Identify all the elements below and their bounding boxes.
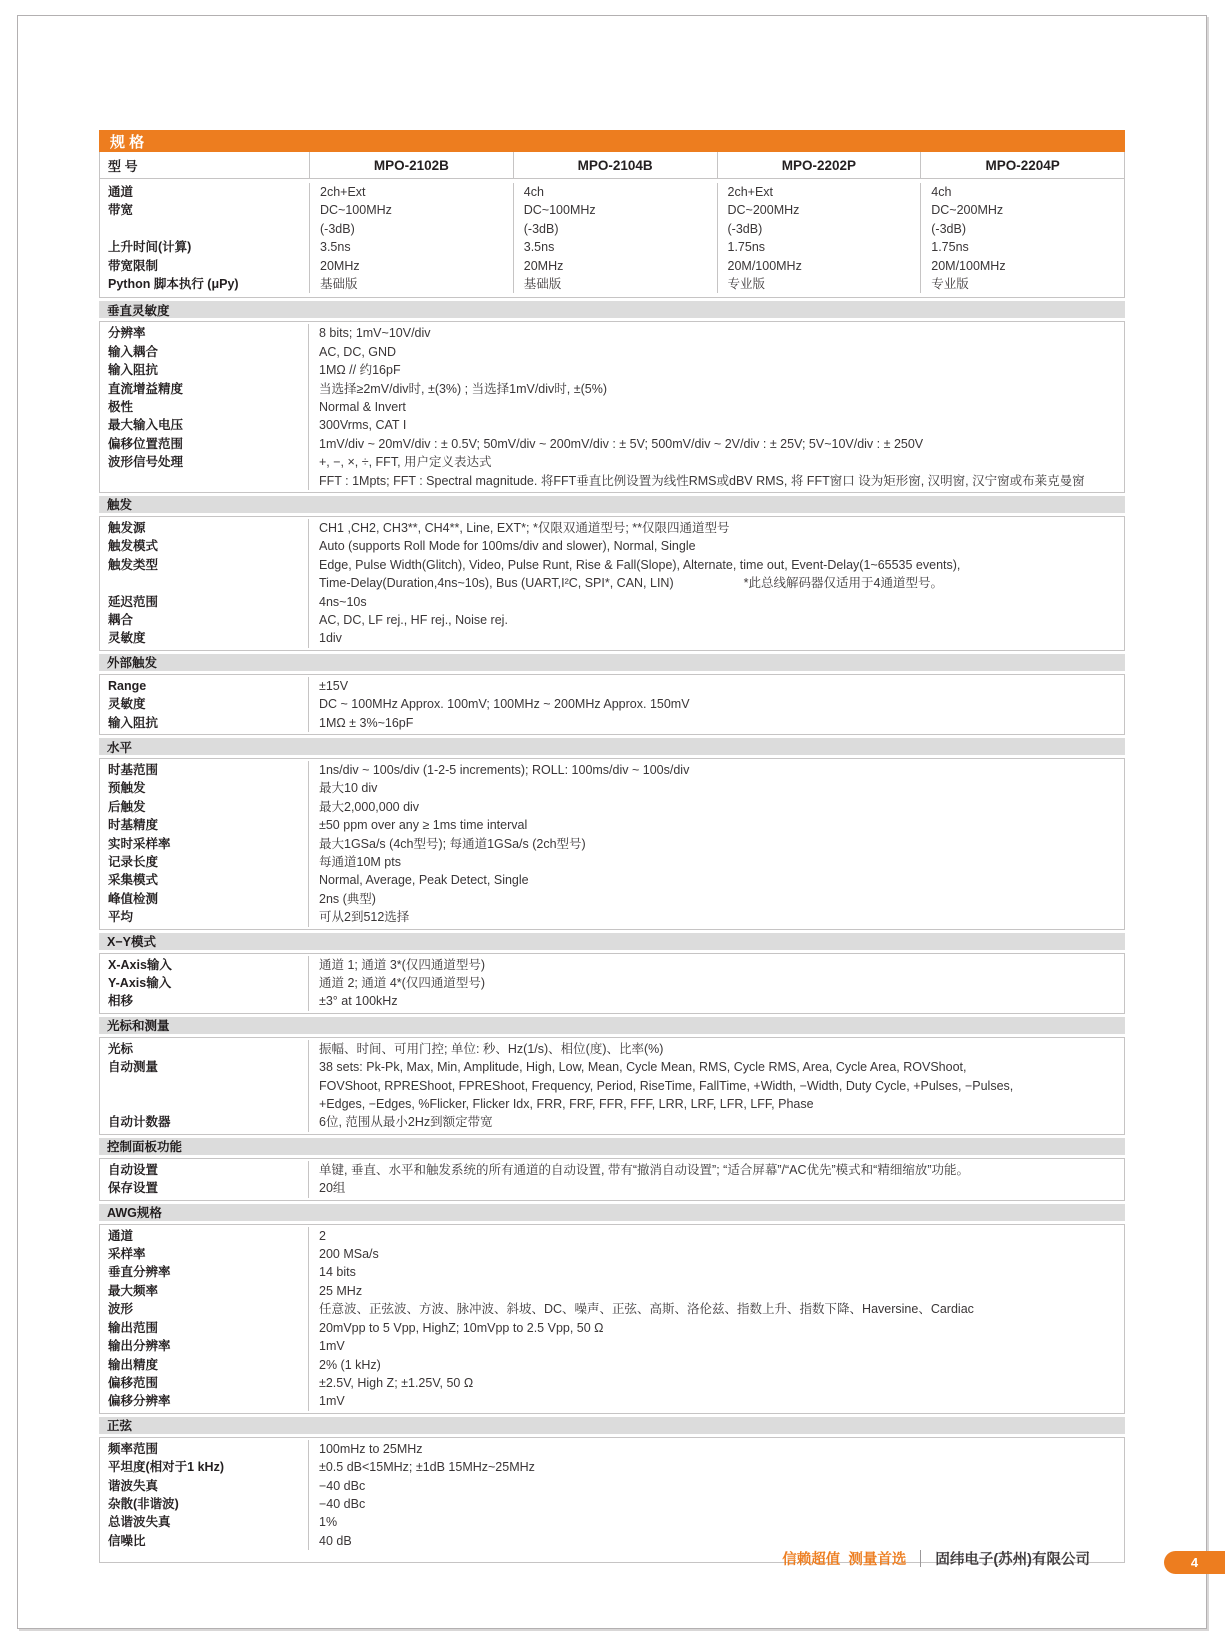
spec-row-label: 触发模式 [100,537,309,555]
section-bar [99,1204,1125,1221]
spec-row-label: 偏移分辨率 [100,1392,309,1410]
model-label: 型 号 [108,158,138,174]
model-spec-label: 通道 [108,185,134,199]
spec-row-values [309,1245,1124,1263]
model-spec-value: 20M/100MHz [727,258,802,273]
spec-row [100,1495,1124,1513]
spec-row-label: 分辨率 [100,324,309,342]
spec-row-label: 光标 [100,1040,309,1058]
spec-row-values [309,677,1124,695]
section-block [99,953,1125,1014]
spec-value-line: 每通道10M pts [319,855,401,870]
section-title: 控制面板功能 [107,1140,183,1155]
spec-value-line: Auto (supports Roll Mode for 100ms/div and slower), Normal, Single [319,539,696,554]
spec-value-line: CH1 ,CH2, CH3**, CH4**, Line, EXT*; *仅限双通道型号; **仅限四通道型号 [319,520,730,535]
spec-value-line: 2% (1 kHz) [319,1357,381,1372]
spec-row-label: 采样率 [100,1245,309,1263]
spec-row-label: 记录长度 [100,853,309,871]
spec-row-values [309,537,1124,555]
spec-row-values [309,380,1124,398]
page-number-badge: 4 [1164,1551,1225,1574]
spec-row [100,1440,1124,1458]
section-title: 外部触发 [107,656,158,671]
spec-row-values [309,1374,1124,1392]
spec-value-line: 300Vrms, CAT I [319,418,407,433]
spec-value-line [309,574,1124,592]
spec-row [100,992,1124,1010]
model-spec-value: 3.5ns [320,240,351,255]
spec-sections [99,301,1125,1563]
spec-value-line: 当选择≥2mV/div时, ±(3%) ; 当选择1mV/div时, ±(5%) [319,381,607,396]
spec-value-line: AC, DC, GND [319,344,397,359]
spec-value-line: 38 sets: Pk-Pk, Max, Min, Amplitude, High, Low, Mean, Cycle Mean, RMS, Cycle RMS, Area, Cycle Area, ROVShoot, [319,1060,967,1075]
spec-row-label: 频率范围 [100,1440,309,1458]
spec-row-label: 输入阻抗 [100,361,309,379]
spec-row-values [309,956,1124,974]
model-name: MPO-2104B [513,152,717,178]
spec-value-line: Edge, Pulse Width(Glitch), Video, Pulse Runt, Rise & Fall(Slope), Alternate, time out, Event-Delay(1~65535 events), [319,557,961,572]
spec-row [100,695,1124,713]
spec-row-values [309,1440,1124,1458]
spec-value-line: 1MΩ ± 3%~16pF [319,715,414,730]
section-bar [99,738,1125,755]
model-spec-label: 带宽 [108,203,134,218]
model-spec-value: 20MHz [523,258,564,273]
section-block [99,1437,1125,1563]
spec-row [100,324,1124,342]
spec-row-values [309,1179,1124,1197]
spec-row-label: Range [100,677,309,695]
spec-row-values [309,974,1124,992]
spec-value-line: 2ns (典型) [319,891,376,906]
spec-row-label: 后触发 [100,798,309,816]
spec-row-label: 通道 [100,1227,309,1245]
section-bar [99,654,1125,671]
section-title: 光标和测量 [107,1019,170,1034]
spec-value-text: Time-Delay(Duration,4ns~10s), Bus (UART,I²C, SPI*, CAN, LIN) [319,576,674,591]
spec-row-values [309,798,1124,816]
spec-row [100,1300,1124,1318]
section-bar [99,301,1125,318]
spec-row-label: 谐波失真 [100,1477,309,1495]
spec-row-values [309,1513,1124,1531]
spec-row-values [309,779,1124,797]
spec-row-label: 延迟范围 [100,593,309,611]
spec-row [100,1513,1124,1531]
spec-row-values [309,361,1124,379]
model-spec-value: 2ch+Ext [727,185,774,199]
spec-value-line: 任意波、正弦波、方波、脉冲波、斜坡、DC、噪声、正弦、高斯、洛伦兹、指数上升、指数下降、Haversine、Cardiac [319,1302,974,1317]
spec-row-label: 最大频率 [100,1282,309,1300]
spec-row-label: 实时采样率 [100,835,309,853]
spec-value-line: DC ~ 100MHz Approx. 100mV; 100MHz ~ 200MHz Approx. 150mV [319,697,690,712]
spec-row-values [309,835,1124,853]
spec-row-values [309,1263,1124,1281]
section-block [99,1224,1125,1414]
spec-row-values [309,1058,1124,1113]
spec-row-label: Y-Axis输入 [100,974,309,992]
spec-row [100,956,1124,974]
spec-value-line: ±3° at 100kHz [319,994,398,1009]
spec-row [100,1058,1124,1113]
model-spec-value: 1.75ns [931,240,969,255]
section-bar [99,496,1125,513]
spec-row-values [309,1227,1124,1245]
section-block [99,516,1125,651]
spec-row [100,1245,1124,1263]
spec-row [100,361,1124,379]
spec-row [100,871,1124,889]
spec-row-values [309,1161,1124,1179]
model-spec-value: 20MHz [320,258,360,273]
spec-row-label: 波形 [100,1300,309,1318]
spec-row [100,853,1124,871]
spec-row-label: 时基范围 [100,761,309,779]
spec-row [100,1392,1124,1410]
spec-row [100,1227,1124,1245]
spec-row [100,816,1124,834]
spec-row [100,1319,1124,1337]
model-spec-value: DC~100MHz [320,203,392,218]
spec-row-label: 偏移位置范围 [100,435,309,453]
spec-row-label: 时基精度 [100,816,309,834]
spec-row [100,1161,1124,1179]
spec-value-line: 最大2,000,000 div [319,799,420,814]
section-bar [99,1017,1125,1034]
section-block [99,758,1125,930]
model-spec-label [108,220,309,238]
spec-value-line: 2 [319,1228,326,1243]
spec-row-label: 耦合 [100,611,309,629]
section-bar [99,933,1125,950]
spec-row-values [309,593,1124,611]
model-spec-label: Python 脚本执行 (μPy) [108,276,239,291]
spec-footnote: *此总线解码器仅适用于4通道型号。 [743,576,943,591]
model-spec-value: 基础版 [523,276,562,291]
section-block [99,1037,1125,1135]
spec-row [100,835,1124,853]
spec-row [100,761,1124,779]
spec-value-line: ±50 ppm over any ≥ 1ms time interval [319,818,528,833]
section-title: AWG规格 [107,1206,162,1221]
spec-row [100,343,1124,361]
model-label-column [100,183,309,293]
spec-row-values [309,629,1124,647]
spec-row-values [309,398,1124,416]
spec-row [100,1337,1124,1355]
spec-value-line: ±0.5 dB<15MHz; ±1dB 15MHz~25MHz [319,1460,535,1475]
spec-row [100,1356,1124,1374]
spec-row-values [309,1040,1124,1058]
model-column [513,183,717,293]
model-spec-value: 专业版 [727,276,766,291]
spec-row-values [309,1477,1124,1495]
spec-row-label: 输出精度 [100,1356,309,1374]
model-spec-value: 1.75ns [727,240,766,255]
spec-row-values [309,1392,1124,1410]
spec-row-values [309,1337,1124,1355]
spec-row-label: 自动测量 [100,1058,309,1113]
model-column [920,183,1124,293]
model-spec-value: (-3dB) [727,221,763,236]
spec-row [100,416,1124,434]
spec-row-label: 保存设置 [100,1179,309,1197]
spec-row-values [309,871,1124,889]
spec-value-line: 20组 [319,1181,346,1196]
spec-value-line: 1mV/div ~ 20mV/div : ± 0.5V; 50mV/div ~ 200mV/div : ± 5V; 500mV/div ~ 2V/div : ± 25V; 5V~10V/div : ± 250V [319,436,924,451]
spec-row [100,1179,1124,1197]
model-spec-value: DC~200MHz [727,203,800,218]
spec-row-values [309,519,1124,537]
spec-row-label: 直流增益精度 [100,380,309,398]
spec-row [100,519,1124,537]
spec-row [100,1040,1124,1058]
spec-row-values [309,853,1124,871]
spec-row-label: 灵敏度 [100,695,309,713]
spec-row-label: 最大输入电压 [100,416,309,434]
footer-slogan: 信赖超值 测量首选 [782,1551,907,1568]
spec-row-values [309,1282,1124,1300]
spec-row-values [309,890,1124,908]
spec-row [100,398,1124,416]
spec-row [100,380,1124,398]
spec-row-values [309,1495,1124,1513]
spec-value-line: ±2.5V, High Z; ±1.25V, 50 Ω [319,1375,474,1390]
model-spec-value: 专业版 [931,276,969,291]
spec-row-values [309,1113,1124,1131]
spec-value-line: 1ns/div ~ 100s/div (1-2-5 increments); ROLL: 100ms/div ~ 100s/div [319,763,690,777]
section-block [99,1158,1125,1201]
spec-row-values [309,324,1124,342]
section-title: X−Y模式 [107,935,156,950]
spec-value-line: FFT : 1Mpts; FFT : Spectral magnitude. 将FFT垂直比例设置为线性RMS或dBV RMS, 将 FFT窗口 设为矩形窗, 汉明窗, 汉宁窗或布莱克曼窗 [319,473,1085,488]
spec-row-label: 触发源 [100,519,309,537]
spec-value-line: −40 dBc [319,1496,366,1511]
model-spec-value: (-3dB) [523,221,559,236]
spec-row [100,1263,1124,1281]
spec-value-line: +, −, ×, ÷, FFT, 用户定义表达式 [319,455,492,470]
section-bar [99,1138,1125,1155]
model-spec-value: 4ch [523,185,544,199]
spec-value-line: AC, DC, LF rej., HF rej., Noise rej. [319,612,508,627]
spec-row-values [309,1458,1124,1476]
spec-row [100,1374,1124,1392]
spec-value-line: 1div [319,631,342,646]
model-column [309,183,513,293]
model-name: MPO-2202P [717,152,921,178]
spec-value-line: 1% [319,1515,338,1530]
spec-row-label: 杂散(非谐波) [100,1495,309,1513]
model-spec-value: (-3dB) [931,221,966,236]
spec-row-values [309,453,1124,490]
spec-value-line: 1mV [319,1394,345,1409]
spec-value-line: 最大1GSa/s (4ch型号); 每通道1GSa/s (2ch型号) [319,836,586,851]
model-spec-value: DC~100MHz [523,203,596,218]
spec-row-label: 垂直分辨率 [100,1263,309,1281]
spec-value-line: 1mV [319,1339,345,1354]
spec-value-line: 14 bits [319,1265,356,1280]
footer-company-name: 固纬电子(苏州)有限公司 [935,1551,1090,1568]
spec-value-line: FOVShoot, RPREShoot, FPREShoot, Frequency, Period, RiseTime, FallTime, +Width, −Width, Duty Cycle, +Pulses, −Pulses, [319,1078,1014,1093]
model-name: MPO-2102B [309,152,513,178]
spec-row-label: 波形信号处理 [100,453,309,490]
model-spec-value: 4ch [931,185,952,199]
spec-row [100,435,1124,453]
spec-row-values [309,611,1124,629]
spec-value-line: 20mVpp to 5 Vpp, HighZ; 10mVpp to 2.5 Vpp, 50 Ω [319,1320,604,1335]
spec-value-line: Normal & Invert [319,399,406,414]
spec-value-line: 6位, 范围从最小2Hz到额定带宽 [319,1115,493,1130]
spec-value-line: 最大10 div [319,781,378,796]
spec-row [100,779,1124,797]
spec-row-values [309,416,1124,434]
section-bar [99,1417,1125,1434]
spec-row [100,556,1124,593]
spec-row [100,629,1124,647]
spec-value-line: 8 bits; 1mV~10V/div [319,326,431,341]
spec-row-label: 触发类型 [100,556,309,593]
spec-value-line: 单键, 垂直、水平和触发系统的所有通道的自动设置, 带有“撤消自动设置”; “适合屏幕”/“AC优先”模式和“精细缩放”功能。 [319,1162,969,1177]
spec-value-line: −40 dBc [319,1478,366,1493]
spec-row-label: 采集模式 [100,871,309,889]
spec-row [100,714,1124,732]
model-spec-value: 20M/100MHz [931,258,1006,273]
spec-row [100,1477,1124,1495]
model-column [717,183,921,293]
spec-row-label: 自动设置 [100,1161,309,1179]
spec-value-line: 40 dB [319,1533,352,1548]
spec-row-label: 总谐波失真 [100,1513,309,1531]
spec-title: 规 格 [110,133,145,151]
spec-row-values [309,1300,1124,1318]
section-title: 水平 [107,740,133,755]
spec-value-line: +Edges, −Edges, %Flicker, Flicker Idx, FRR, FRF, FFR, FFF, LRR, LRF, LFR, LFF, Phase [319,1097,814,1112]
model-spec-label: 上升时间(计算) [108,240,192,255]
spec-row [100,537,1124,555]
section-title: 触发 [107,498,133,513]
spec-row-values [309,992,1124,1010]
footer [782,1546,1090,1570]
model-name: MPO-2204P [920,152,1124,178]
spec-table [99,130,1125,1563]
model-spec-value: 基础版 [320,276,358,291]
spec-row-label: 极性 [100,398,309,416]
spec-row-label: X-Axis输入 [100,956,309,974]
spec-value-line: 可从2到512选择 [319,910,410,925]
spec-value-line: 25 MHz [319,1283,363,1298]
spec-value-line: 200 MSa/s [319,1247,379,1262]
model-spec-value: DC~200MHz [931,203,1004,218]
section-block [99,674,1125,735]
spec-row-label: 平均 [100,908,309,926]
model-spec-value: (-3dB) [320,221,355,236]
spec-value-line: Normal, Average, Peak Detect, Single [319,873,529,888]
spec-row-values [309,343,1124,361]
spec-row-values [309,761,1124,779]
spec-title-bar [99,130,1125,152]
spec-row-values [309,908,1124,926]
spec-row-label: 相移 [100,992,309,1010]
model-spec-label: 带宽限制 [108,258,159,273]
spec-value-line: 100mHz to 25MHz [319,1441,423,1456]
spec-value-line: 通道 2; 通道 4*(仅四通道型号) [319,976,485,991]
spec-value-line: 振幅、时间、可用门控; 单位: 秒、Hz(1/s)、相位(度)、比率(%) [319,1041,664,1056]
section-title: 正弦 [107,1419,133,1434]
spec-row-label: 自动计数器 [100,1113,309,1131]
spec-row [100,1282,1124,1300]
spec-row [100,611,1124,629]
spec-row-label: 灵敏度 [100,629,309,647]
spec-row [100,890,1124,908]
section-title: 垂直灵敏度 [107,303,170,318]
spec-row [100,1458,1124,1476]
spec-row-label: 偏移范围 [100,1374,309,1392]
spec-row [100,974,1124,992]
spec-row [100,453,1124,490]
model-spec-value: 2ch+Ext [320,185,366,199]
spec-row-values [309,695,1124,713]
section-block [99,321,1125,493]
spec-value-line: ±15V [319,678,349,693]
footer-divider [920,1550,921,1567]
spec-value-line: 4ns~10s [319,594,367,609]
spec-row-label: 输入耦合 [100,343,309,361]
spec-row [100,798,1124,816]
spec-value-line: 通道 1; 通道 3*(仅四通道型号) [319,957,485,972]
spec-row-values [309,556,1124,593]
spec-row [100,908,1124,926]
spec-row [100,593,1124,611]
spec-row [100,1113,1124,1131]
spec-row-values [309,1319,1124,1337]
model-header-row [99,152,1125,179]
model-spec-block [99,179,1125,298]
spec-row-values [309,1356,1124,1374]
spec-row-label: 输入阻抗 [100,714,309,732]
spec-row-label: 信噪比 [100,1532,309,1550]
spec-row-label: 平坦度(相对于1 kHz) [100,1458,309,1476]
spec-row [100,677,1124,695]
spec-row-values [309,435,1124,453]
spec-row-label: 输出分辨率 [100,1337,309,1355]
spec-row-label: 预触发 [100,779,309,797]
model-spec-value: 3.5ns [523,240,555,255]
spec-row-values [309,714,1124,732]
spec-value-line: 1MΩ // 约16pF [319,363,401,378]
spec-row-label: 峰值检测 [100,890,309,908]
spec-row-values [309,816,1124,834]
spec-row-label: 输出范围 [100,1319,309,1337]
